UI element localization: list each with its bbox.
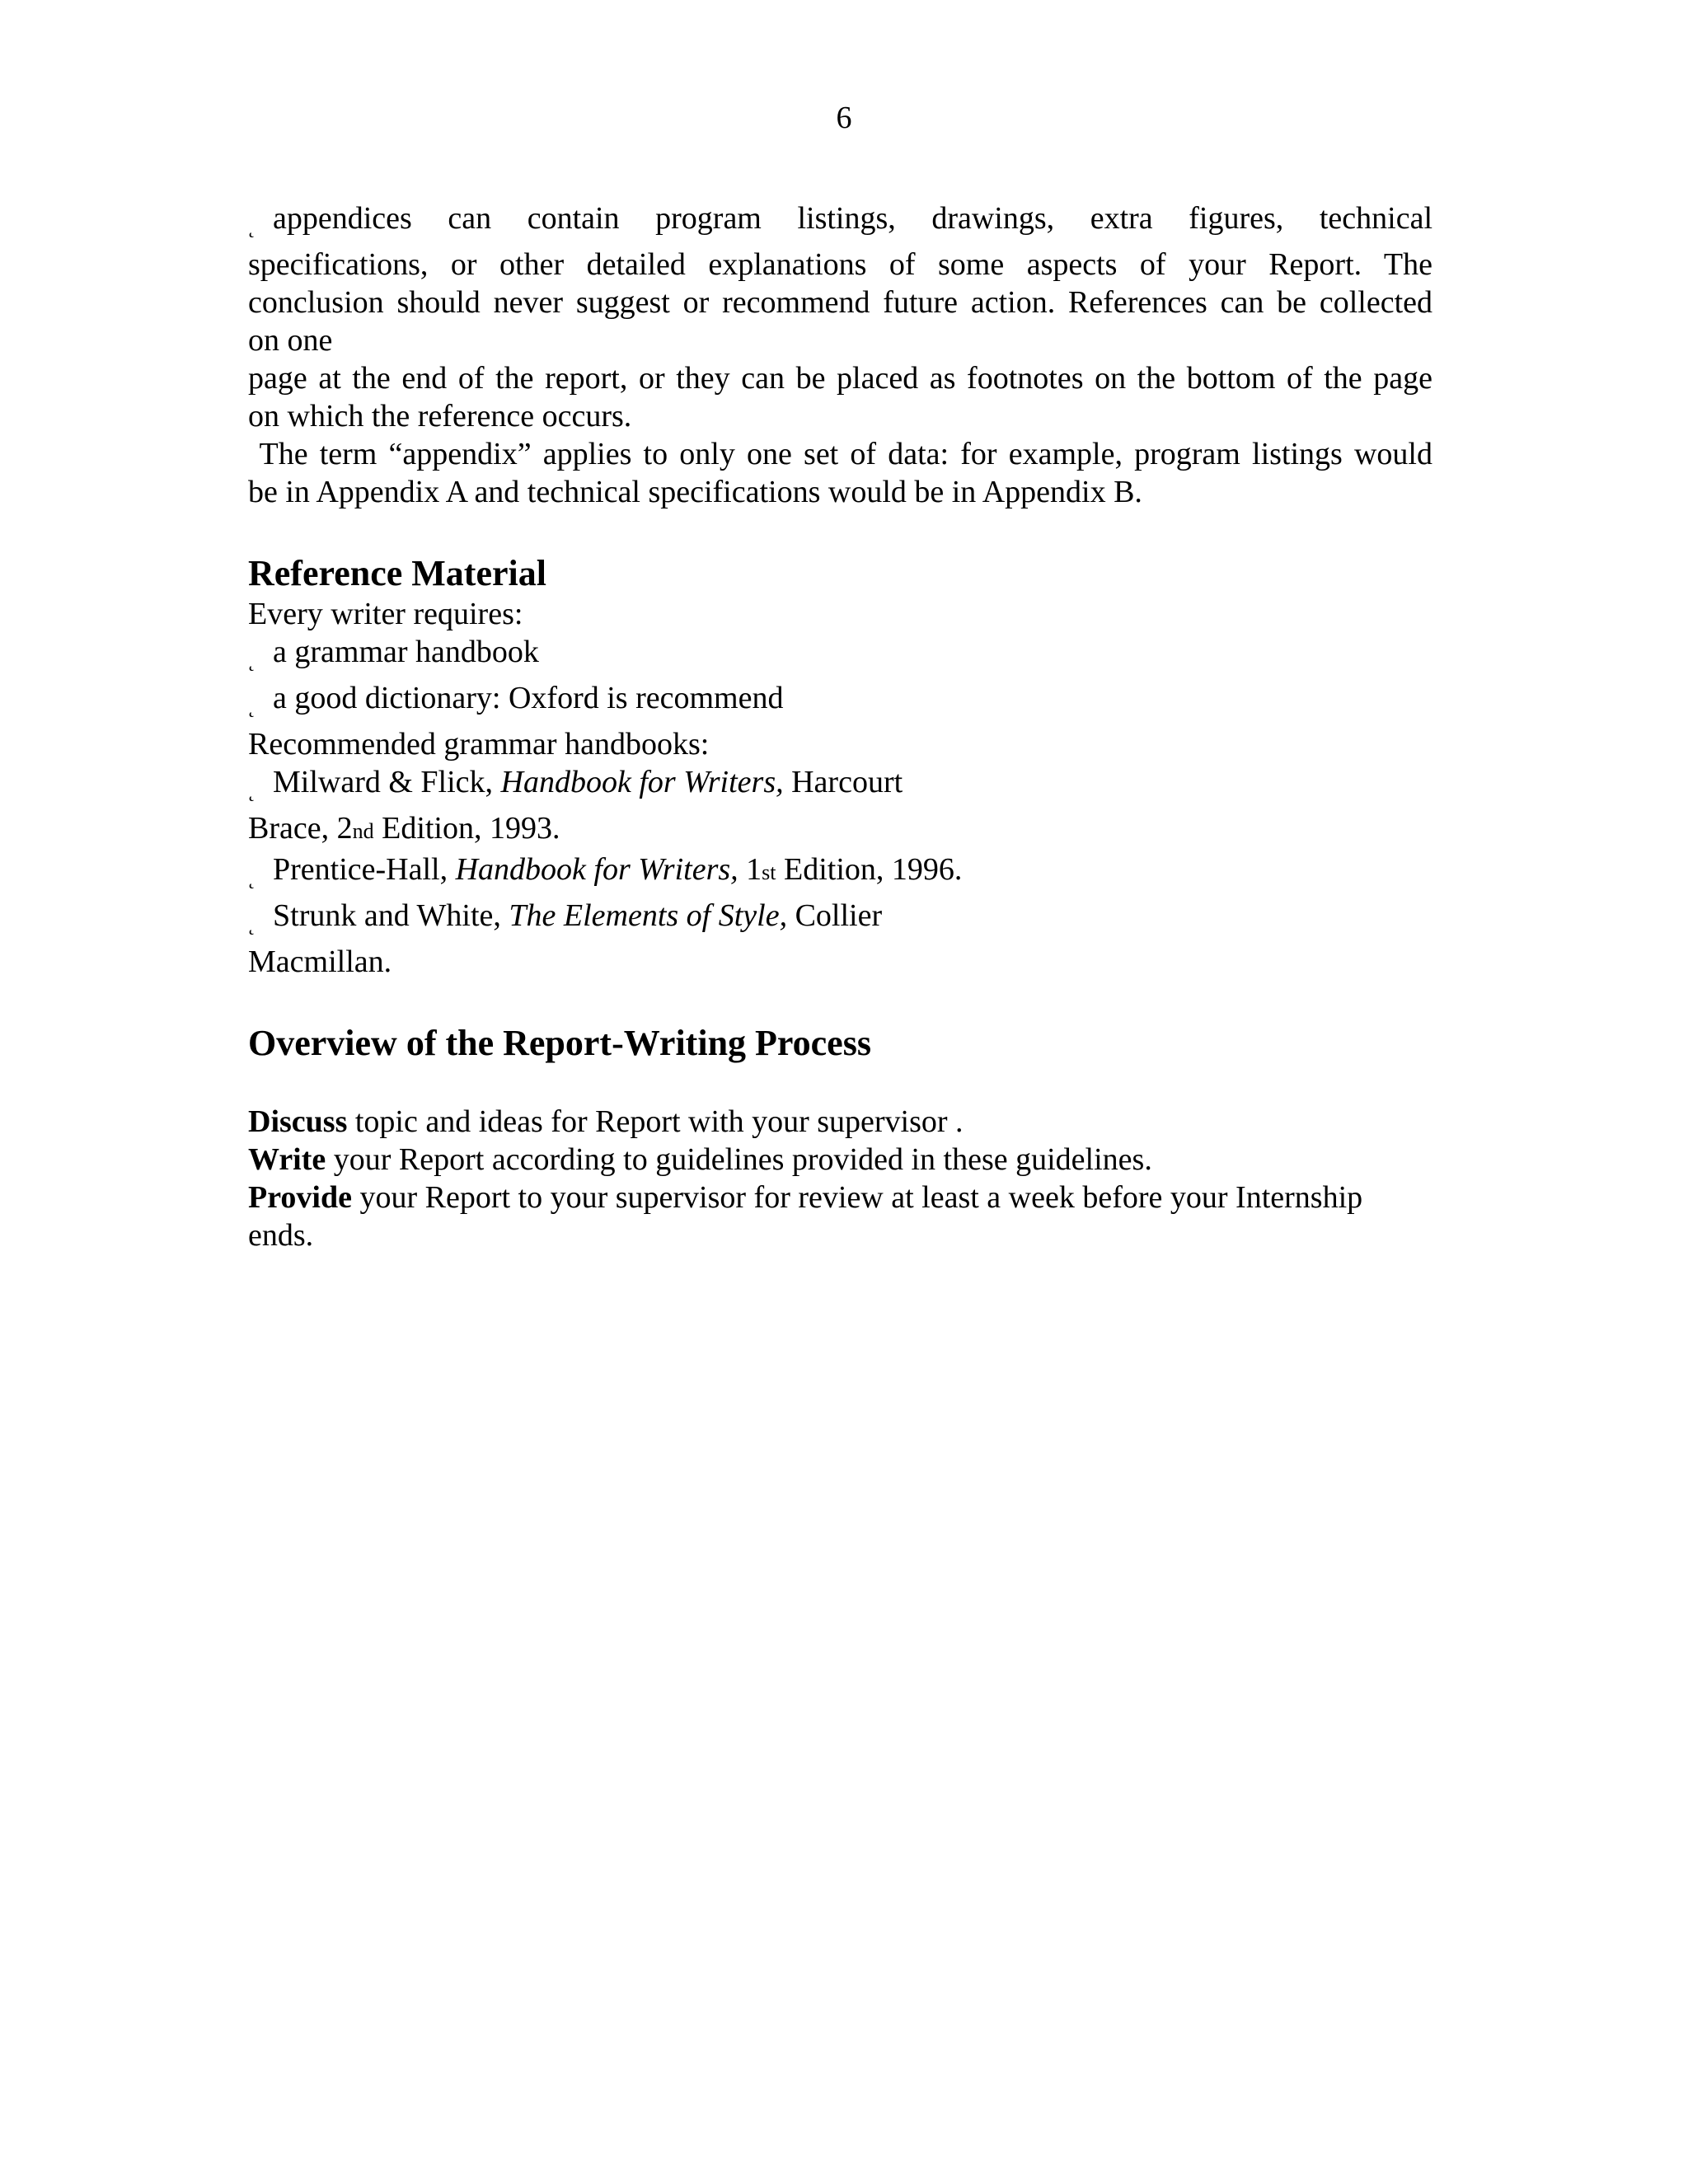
page-number: 6: [836, 101, 852, 135]
paragraph-line: conclusion should never suggest or recommend future action. References can be collected: [248, 285, 1432, 320]
overview-section: [248, 1022, 1432, 1254]
citation-author: Strunk and White,: [273, 898, 509, 933]
bullet-mark: ˛: [248, 214, 256, 238]
citation-publisher: Collier: [787, 898, 883, 933]
list-item: [248, 763, 1432, 809]
bullet-mark: ˛: [248, 865, 256, 889]
process-step-continuation: ends.: [248, 1218, 314, 1253]
list-item-text: a good dictionary: Oxford is recommend: [273, 681, 784, 715]
bullet-mark: ˛: [248, 912, 256, 935]
citation-title: Handbook for Writers,: [500, 765, 784, 799]
paragraph-line: [248, 199, 1432, 246]
step-text: topic and ideas for Report with your supervisor .: [347, 1104, 964, 1139]
list-item: [248, 679, 1432, 725]
bullet-mark: ˛: [248, 648, 256, 672]
section-heading: Reference Material: [248, 553, 546, 593]
step-verb: Discuss: [248, 1104, 348, 1139]
list-item-continuation: [248, 809, 1432, 851]
step-verb: Provide: [248, 1180, 352, 1215]
paragraph-line: on one: [248, 323, 333, 358]
process-step: [248, 1141, 1432, 1179]
list-item: [248, 633, 1432, 679]
handbooks-intro: Recommended grammar handbooks:: [248, 727, 710, 762]
citation-title: The Elements of Style,: [509, 898, 788, 933]
ordinal-suffix: nd: [352, 819, 374, 843]
list-item: [248, 897, 1432, 943]
paragraph-text: appendices can contain program listings, drawings, extra figures, technical: [273, 201, 1432, 236]
section-heading: Overview of the Report-Writing Process: [248, 1023, 871, 1063]
citation-publisher: Harcourt: [783, 765, 903, 799]
paragraph-line: specifications, or other detailed explanations of some aspects of your Report. The: [248, 247, 1432, 282]
reference-material-section: [248, 552, 1432, 981]
list-item-continuation: Macmillan.: [248, 944, 392, 979]
section-intro: Every writer requires:: [248, 597, 523, 631]
paragraph-line: page at the end of the report, or they can be placed as footnotes on the bottom of the page: [248, 361, 1432, 396]
step-text: your Report according to guidelines provided in these guidelines.: [326, 1142, 1152, 1177]
list-item-text: a grammar handbook: [273, 635, 539, 669]
bullet-mark: ˛: [248, 778, 256, 802]
list-item: [248, 851, 1432, 897]
appendix-paragraph: [248, 199, 1432, 511]
bullet-mark: ˛: [248, 694, 256, 718]
paragraph-line: The term “appendix” applies to only one set of data: for example, program listings would: [248, 437, 1432, 471]
citation-author: Prentice-Hall,: [273, 852, 456, 887]
step-verb: Write: [248, 1142, 326, 1177]
citation-author: Milward & Flick,: [273, 765, 501, 799]
citation-text: Edition, 1996.: [776, 852, 963, 887]
paragraph-line: on which the reference occurs.: [248, 399, 632, 434]
citation-text: 1: [738, 852, 762, 887]
step-text: your Report to your supervisor for review at least a week before your Internship: [351, 1180, 1363, 1215]
citation-text: Brace, 2: [248, 811, 353, 846]
paragraph-line: be in Appendix A and technical specifications would be in Appendix B.: [248, 475, 1142, 509]
process-step: [248, 1179, 1432, 1216]
ordinal-suffix: st: [762, 860, 776, 884]
citation-title: Handbook for Writers,: [455, 852, 738, 887]
page-body: [248, 199, 1432, 1254]
citation-text: Edition, 1993.: [373, 811, 560, 846]
process-step: [248, 1103, 1432, 1141]
